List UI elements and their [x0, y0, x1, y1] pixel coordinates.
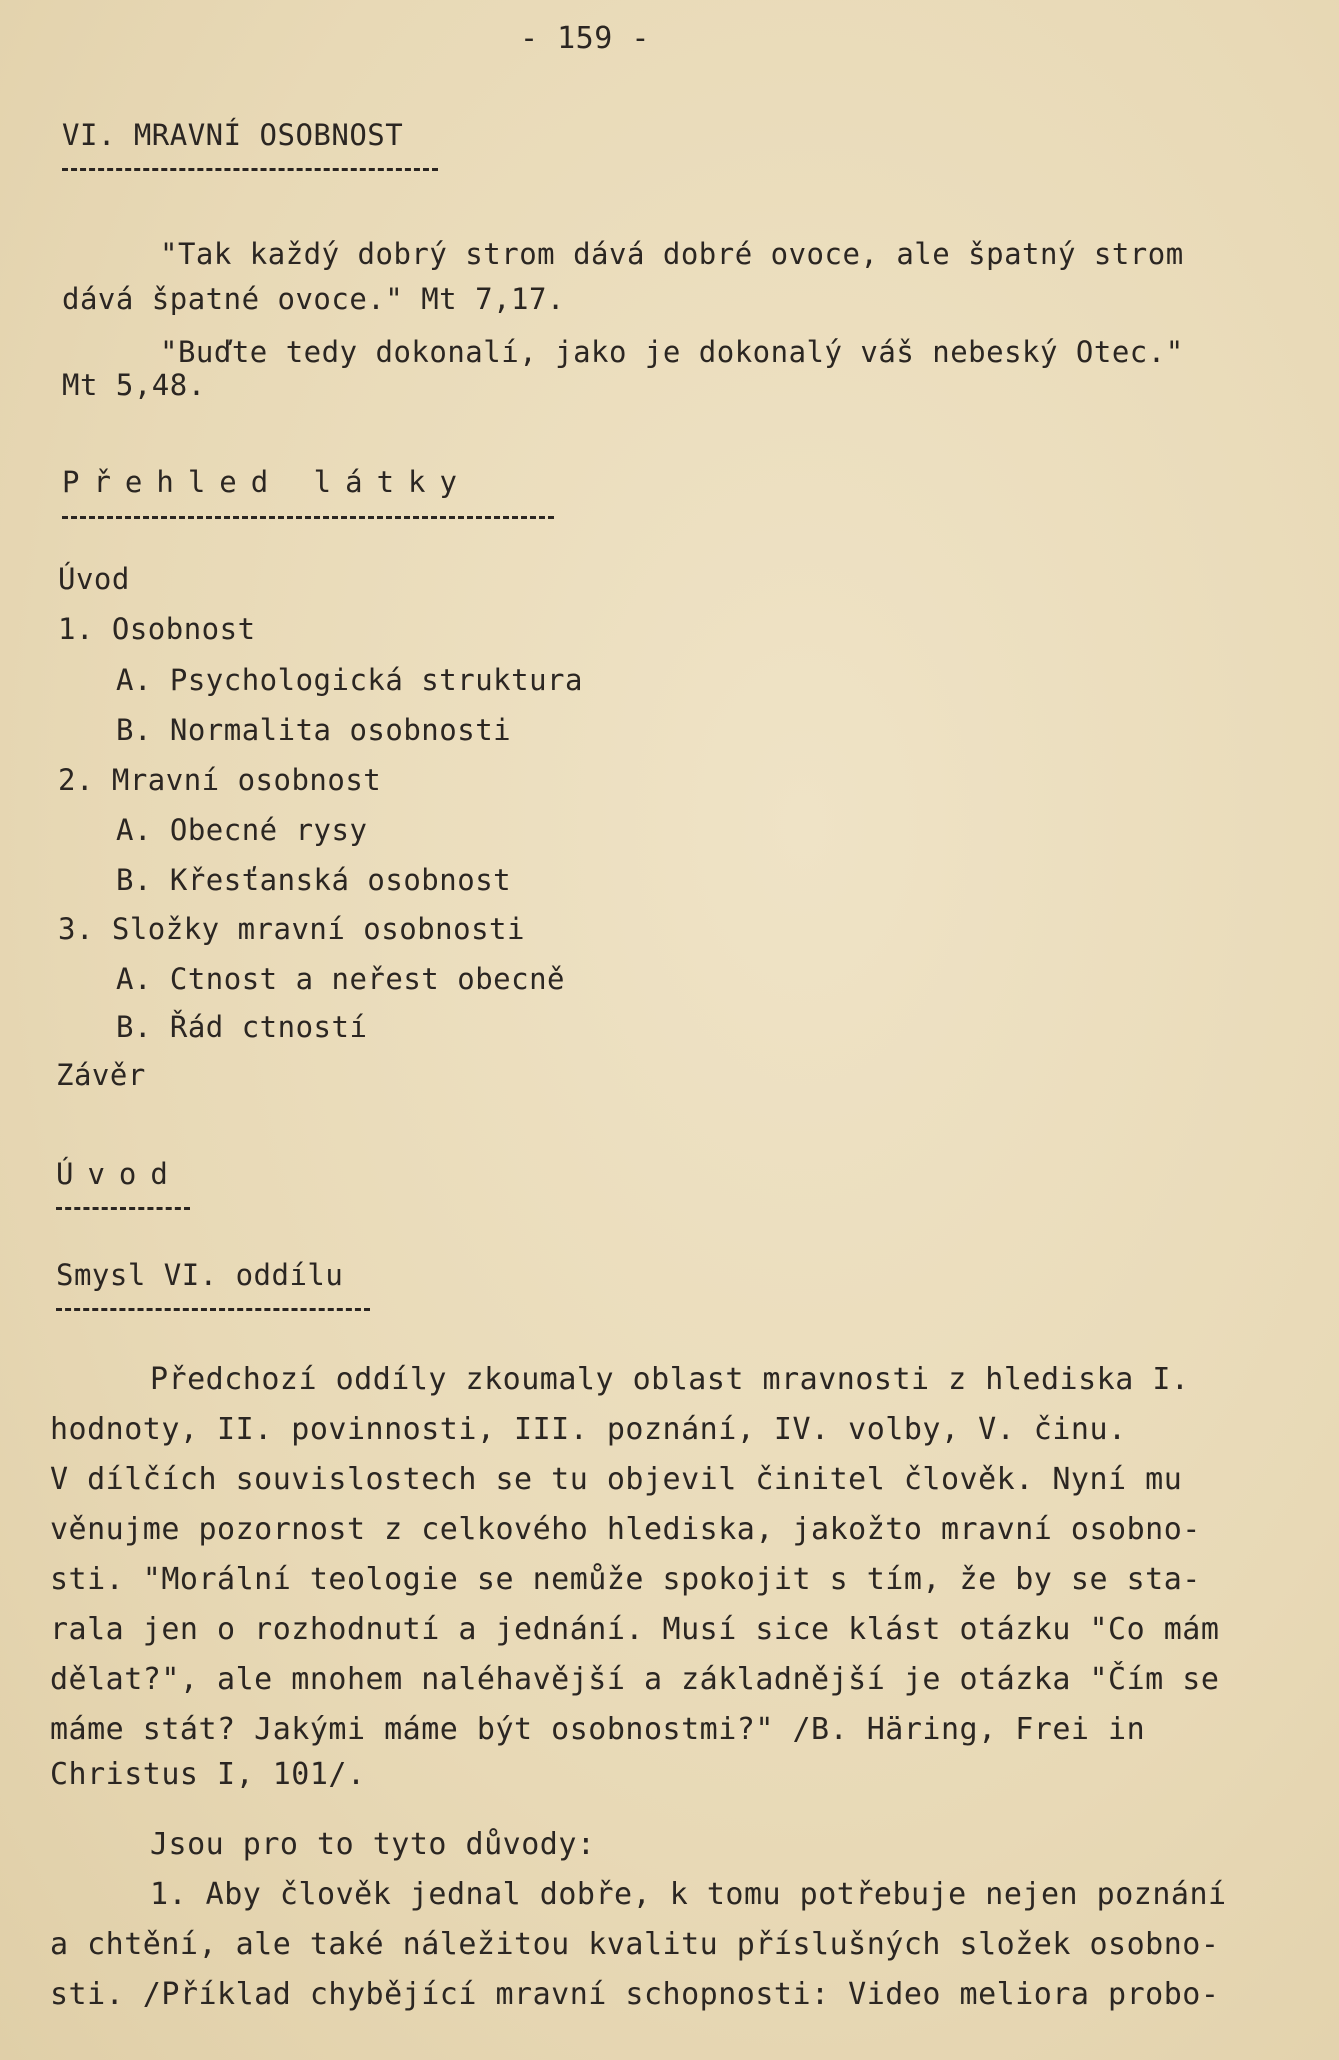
page-number: - 159 -: [520, 21, 650, 56]
section-heading: Smysl VI. oddílu: [56, 1258, 344, 1292]
body-line-4: věnujme pozornost z celkového hlediska, jakožto mravní osobno-: [50, 1512, 1201, 1547]
body-line-6: rala jen o rozhodnutí a jednání. Musí sice klást otázku "Co mám: [50, 1612, 1220, 1647]
overview-item-3: 3. Složky mravní osobnosti: [58, 912, 525, 946]
overview-item-2a: A. Obecné rysy: [116, 813, 368, 847]
intro-heading-underline: [56, 1207, 190, 1210]
body-line-5: sti. "Morální teologie se nemůže spokojit s tím, že by se sta-: [50, 1562, 1201, 1597]
overview-item-3b: B. Řád ctností: [116, 1010, 368, 1044]
body-line-11: 1. Aby člověk jednal dobře, k tomu potřebuje nejen poznání: [150, 1877, 1227, 1912]
overview-item-3a: A. Ctnost a neřest obecně: [116, 962, 565, 996]
overview-item-1b: B. Normalita osobnosti: [116, 713, 512, 747]
chapter-heading: VI. MRAVNÍ OSOBNOST: [62, 118, 404, 152]
body-line-7: dělat?", ale mnohem naléhavější a základnější je otázka "Čím se: [50, 1662, 1220, 1697]
overview-heading-underline: [62, 516, 554, 519]
body-line-1: Předchozí oddíly zkoumaly oblast mravnosti z hlediska I.: [150, 1362, 1190, 1397]
motto-line-4: Mt 5,48.: [62, 368, 206, 402]
overview-item-conclusion: Závěr: [56, 1058, 146, 1092]
overview-item-2: 2. Mravní osobnost: [58, 763, 382, 797]
overview-item-1a: A. Psychologická struktura: [116, 663, 583, 697]
motto-line-2: dává špatné ovoce." Mt 7,17.: [62, 282, 565, 316]
intro-heading: Úvod: [56, 1157, 182, 1191]
chapter-heading-underline: [62, 168, 438, 171]
motto-line-3: "Buďte tedy dokonalí, jako je dokonalý váš nebeský Otec.": [160, 335, 1184, 369]
body-line-10: Jsou pro to tyto důvody:: [150, 1827, 596, 1862]
section-heading-underline: [56, 1308, 370, 1311]
overview-item-1: 1. Osobnost: [58, 612, 256, 646]
motto-line-1: "Tak každý dobrý strom dává dobré ovoce, ale špatný strom: [160, 237, 1184, 271]
body-line-8: máme stát? Jakými máme být osobnostmi?" /B. Häring, Frei in: [50, 1712, 1146, 1747]
body-line-13: sti. /Příklad chybějící mravní schopnosti: Video meliora probo-: [50, 1977, 1220, 2012]
body-line-9: Christus I, 101/.: [50, 1757, 366, 1792]
body-line-2: hodnoty, II. povinnosti, III. poznání, IV. volby, V. činu.: [50, 1412, 1127, 1447]
body-line-12: a chtění, ale také náležitou kvalitu příslušných složek osobno-: [50, 1927, 1220, 1962]
overview-item-intro: Úvod: [58, 562, 130, 596]
overview-item-2b: B. Křesťanská osobnost: [116, 863, 512, 897]
overview-heading: Přehled látky: [62, 465, 471, 499]
body-line-3: V dílčích souvislostech se tu objevil činitel člověk. Nyní mu: [50, 1462, 1183, 1497]
